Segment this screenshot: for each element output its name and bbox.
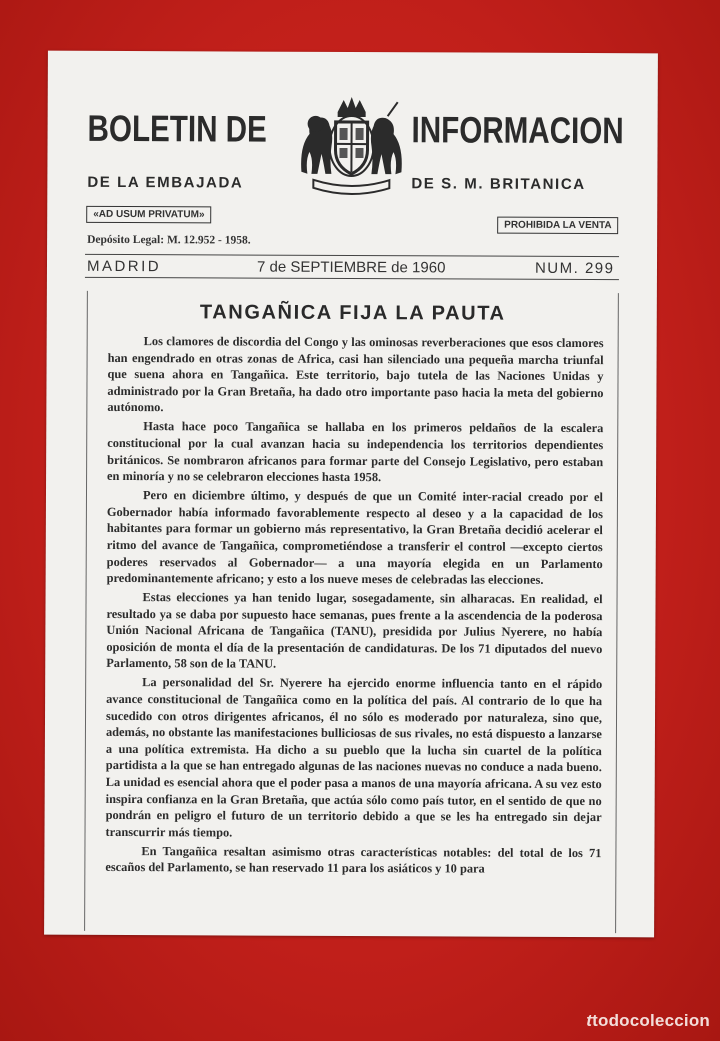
site-watermark bbox=[586, 1011, 710, 1031]
masthead-subtitle-right: DE S. M. BRITANICA bbox=[411, 175, 586, 194]
article-paragraph: En Tangañica resaltan asimismo otras características notables: del total de los 71 escaños del Parlamento, se han reservado 11 para los asiáticos y 10 para bbox=[105, 843, 602, 876]
bulletin-page bbox=[44, 51, 658, 938]
legal-deposit: Depósito Legal: M. 12.952 - 1958. bbox=[87, 233, 251, 247]
watermark-text: todocoleccion bbox=[592, 1011, 710, 1030]
issue-number: NUM. 299 bbox=[534, 259, 615, 278]
private-use-box: «AD USUM PRIVATUM» bbox=[86, 206, 211, 224]
royal-coat-of-arms-icon bbox=[293, 94, 409, 199]
article-paragraph: Estas elecciones ya han tenido lugar, sosegadamente, sin alharacas. En realidad, el resultado ya se daba por supuesto hace semanas, pues frente a la ascendencia de la poderosa Unión Nacional Africana de Tangañica (TANU), presidida por Julius Nyerere, no había oposición de monta el día de la presentación de candidaturas. De los 71 diputados del nuevo Parlamento, 58 son de la TANU. bbox=[106, 590, 603, 672]
article-headline: TANGAÑICA FIJA LA PAUTA bbox=[199, 301, 506, 325]
header-rule-top bbox=[85, 254, 619, 257]
article-body bbox=[105, 333, 603, 881]
article-paragraph: Los clamores de discordia del Congo y las ominosas reverberaciones que esos clamores han engendrado en otras zonas de Africa, casi han silenciado una pequeña marcha triunfal que suena ahora en Tangañica. Este territorio, bajo tutela de las Naciones Unidas y administrado por la Gran Bretaña, ha dado otro importante paso hacia la meta del gobierno autónomo. bbox=[107, 334, 604, 415]
masthead-title-left: BOLETIN DE bbox=[87, 107, 267, 150]
article-paragraph: Pero en diciembre último, y después de que un Comité inter-racial creado por el Gobernador había informado favorablemente respecto al deseo y a la capacidad de los habitantes para formar un gobierno más representativo, la Gran Bretaña decidió acelerar el ritmo del avance de Tangañica, comprometiéndose a transferir el control —excepto ciertos poderes reservados al Gobernador— a una mayoría elegida en un Parlamento predominantemente africano; y esto a los nueve meses de celebradas las elecciones. bbox=[106, 488, 604, 587]
watermark-logo-icon: t bbox=[586, 1011, 593, 1030]
not-for-sale-box: PROHIBIDA LA VENTA bbox=[497, 217, 618, 235]
issue-place: MADRID bbox=[86, 257, 162, 276]
article-paragraph: La personalidad del Sr. Nyerere ha ejercido enorme influencia tanto en el rápido avance constitucional de Tangañica como en la política del país. Al contrario de lo que ha sucedido con otros dirigentes africanos, él no sólo es moderado por naturaleza, sino que, además, no obstante las manifestaciones bulliciosas de sus rivales, no está dispuesto a lanzarse a una política extremista. Ha dicho a su pueblo que la lucha sin cuartel de la política partidista a la que se han entregado algunas de las naciones nuevas no conduce a nada bueno. La unidad es esencial ahora que el poder pasa a manos de una mayoría africana. A su vez esto inspira confianza en la Gran Bretaña, que actúa sólo como país tutor, en el sentido de que no pondrán en peligro el futuro de un territorio debido a que se les ha entregado sin dejar transcurrir más tiempo. bbox=[105, 675, 603, 840]
issue-date: 7 de SEPTIEMBRE de 1960 bbox=[256, 258, 446, 277]
article-paragraph: Hasta hace poco Tangañica se hallaba en los primeros peldaños de la escalera constitucional por la cual avanzan hacia su independencia los territorios dependientes británicos. Se nombraron africanos para formar parte del Consejo Legislativo, pero estaban en minoría y no se celebraron elecciones hasta 1958. bbox=[107, 419, 604, 485]
header-rule-bottom bbox=[85, 277, 619, 280]
masthead-subtitle-left: DE LA EMBAJADA bbox=[87, 173, 244, 192]
masthead-title-right: INFORMACION bbox=[411, 109, 624, 152]
article bbox=[84, 291, 619, 933]
